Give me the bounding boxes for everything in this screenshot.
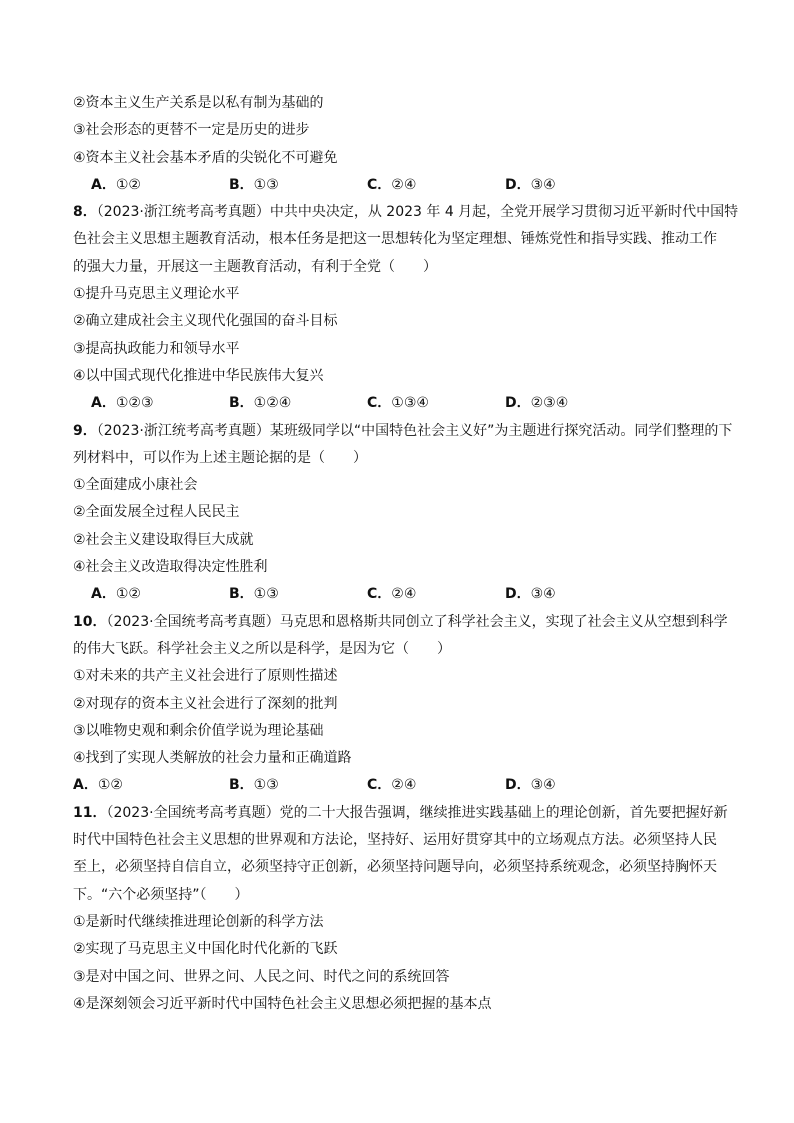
- q11-item-3: ③是对中国之问、世界之问、人民之问、时代之问的系统回答: [73, 968, 450, 985]
- q9-item-2: ②全面发展全过程人民民主: [73, 504, 240, 521]
- q8-stem-line-2: 色社会主义思想主题教育活动，根本任务是把这一思想转化为坚定理想、锤炼党性和指导实践、推动工作: [73, 231, 717, 248]
- q11-stem-line-4: 下。“六个必须坚持”（ ）: [73, 886, 249, 903]
- question-9: [73, 418, 733, 609]
- q9-option-c[interactable]: C．②④: [367, 586, 417, 603]
- q10-stem-line-2: 的伟大飞跃。科学社会主义之所以是科学，是因为它（ ）: [73, 640, 451, 657]
- q10-options: [73, 772, 723, 799]
- q7-item-4: ④资本主义社会基本矛盾的尖锐化不可避免: [73, 149, 338, 166]
- q8-options: [73, 390, 723, 417]
- q8-stem-line-3: 的强大力量，开展这一主题教育活动，有利于全党（ ）: [73, 258, 437, 275]
- q11-stem-line-3: 至上，必须坚持自信自立，必须坚持守正创新，必须坚持问题导向，必须坚持系统观念，必须坚持胸怀天: [73, 859, 717, 876]
- q7-option-a[interactable]: A．①②: [91, 176, 141, 193]
- q11-stem-line-1: 11．（2023·全国统考高考真题）党的二十大报告强调，继续推进实践基础上的理论创新，首先要把握好新: [73, 804, 728, 821]
- q11-stem-line-2: 时代中国特色社会主义思想的世界观和方法论，坚持好、运用好贯穿其中的立场观点方法。必须坚持人民: [73, 832, 717, 849]
- question-10: [73, 609, 728, 800]
- q9-stem-line-2: 列材料中，可以作为上述主题论据的是（ ）: [73, 449, 367, 466]
- q7-option-c[interactable]: C．②④: [367, 176, 417, 193]
- q9-item-4: ④社会主义改造取得决定性胜利: [73, 559, 268, 576]
- q9-item-1: ①全面建成小康社会: [73, 477, 198, 494]
- q10-option-c[interactable]: C．②④: [367, 777, 417, 794]
- q11-item-2: ②实现了马克思主义中国化时代化新的飞跃: [73, 941, 338, 958]
- q8-source: （2023·浙江统考高考真题）: [96, 204, 270, 221]
- q8-option-a[interactable]: A．①②③: [91, 395, 154, 412]
- q9-source: （2023·浙江统考高考真题）: [96, 422, 270, 439]
- q7-item-2: ②资本主义生产关系是以私有制为基础的: [73, 95, 324, 111]
- question-7: [73, 90, 723, 199]
- q7-item-3: ③社会形态的更替不一定是历史的进步: [73, 122, 310, 139]
- q10-option-d[interactable]: D．③④: [505, 777, 556, 794]
- q11-item-4: ④是深刻领会习近平新时代中国特色社会主义思想必须把握的基本点: [73, 995, 492, 1012]
- q10-number: 10．: [73, 613, 107, 630]
- q11-number: 11．: [73, 804, 107, 821]
- q8-number: 8．: [73, 204, 97, 221]
- q10-item-2: ②对现存的资本主义社会进行了深刻的批判: [73, 695, 338, 712]
- q10-option-b[interactable]: B．①③: [229, 777, 279, 794]
- q10-item-1: ①对未来的共产主义社会进行了原则性描述: [73, 668, 338, 685]
- q11-source: （2023·全国统考高考真题）: [106, 804, 280, 821]
- q7-option-b[interactable]: B．①③: [229, 176, 279, 193]
- q7-options: [73, 172, 723, 199]
- q9-item-3: ②社会主义建设取得巨大成就: [73, 531, 254, 548]
- q8-option-d[interactable]: D．②③④: [505, 395, 569, 412]
- q8-item-3: ③提高执政能力和领导水平: [73, 340, 240, 357]
- q8-item-4: ④以中国式现代化推进中华民族伟大复兴: [73, 367, 324, 384]
- q10-source: （2023·全国统考高考真题）: [106, 613, 280, 630]
- question-8: [73, 199, 739, 417]
- q8-stem-line-1: 8．（2023·浙江统考高考真题）中共中央决定，从 2023 年 4 月起，全党开展学习贯彻习近平新时代中国特: [73, 204, 739, 221]
- q10-item-4: ④找到了实现人类解放的社会力量和正确道路: [73, 750, 352, 767]
- q10-item-3: ③以唯物史观和剩余价值学说为理论基础: [73, 722, 324, 739]
- q8-item-1: ①提升马克思主义理论水平: [73, 286, 240, 303]
- q9-option-b[interactable]: B．①③: [229, 586, 279, 603]
- q8-option-c[interactable]: C．①③④: [367, 395, 429, 412]
- q9-stem-line-1: 9．（2023·浙江统考高考真题）某班级同学以“中国特色社会主义好”为主题进行探究活动。同学们整理的下: [73, 422, 733, 439]
- q9-option-d[interactable]: D．③④: [505, 586, 556, 603]
- q7-option-d[interactable]: D．③④: [505, 176, 556, 193]
- q10-option-a[interactable]: A．①②: [73, 777, 123, 794]
- q10-stem-line-1: 10．（2023·全国统考高考真题）马克思和恩格斯共同创立了科学社会主义，实现了社会主义从空想到科学: [73, 613, 728, 630]
- q9-number: 9．: [73, 422, 97, 439]
- q9-option-a[interactable]: A．①②: [91, 586, 141, 603]
- q8-option-b[interactable]: B．①②④: [229, 395, 292, 412]
- q9-options: [73, 581, 723, 608]
- question-11: [73, 800, 728, 1018]
- exam-page: [73, 90, 739, 1018]
- q11-item-1: ①是新时代继续推进理论创新的科学方法: [73, 913, 324, 930]
- q8-item-2: ②确立建成社会主义现代化强国的奋斗目标: [73, 313, 338, 330]
